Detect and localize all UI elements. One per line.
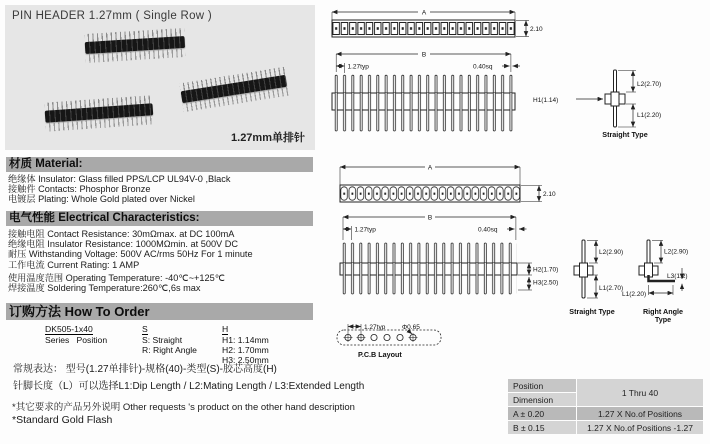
pcb-layout-drawing (337, 324, 441, 359)
dim-label-a2: A (427, 164, 433, 172)
dim-label-a1: A (421, 9, 427, 17)
order-note-length: 针脚长度（L）可以选择L1:Dip Length / L2:Mating Length / L3:Extended Length (13, 381, 365, 392)
pcb-pitch-label: 1.27typ (364, 324, 386, 331)
material-lines (8, 174, 230, 205)
caption-straight-type-2: Straight Type (569, 307, 615, 316)
pcb-hole-label: Φ0.65 (402, 324, 420, 331)
photo-caption: 1.27mm单排针 (231, 132, 305, 144)
order-type-straight: S: Straight (142, 335, 183, 345)
table-cell-formula-b: 1.27 X No.of Positions -1.27 (577, 421, 703, 434)
table-row (508, 421, 703, 434)
footnote-gold-flash: *Standard Gold Flash (12, 414, 113, 426)
page-title: PIN HEADER 1.27mm ( Single Row ) (12, 10, 213, 22)
dim-label-pinsize-1: 0.40sq (473, 63, 493, 71)
electrical-section-header: 电气性能 Electrical Characteristics: (6, 211, 313, 226)
table-header-position: Position (508, 379, 576, 392)
dim-label-l2-3: L2(2.90) (664, 248, 689, 256)
dim-label-pinsize-2: 0.40sq (478, 226, 498, 234)
table-row (508, 407, 703, 420)
dim-label-pitch-1: 1.27typ (347, 63, 369, 71)
current-rating: 工作电流 Current Rating: 1 AMP (8, 259, 140, 270)
material-section-header: 材质 Material: (6, 157, 313, 172)
order-height-title: H (222, 324, 229, 334)
dim-label-h1: H1(1.14) (533, 97, 559, 104)
order-code: DK505-1x40 (45, 324, 93, 334)
dim-label-thickness-1: 2.10 (530, 26, 543, 33)
material-insulator: 绝缘体 Insulator: Glass filled PPS/LCP UL94V-0 ,Black (8, 174, 231, 184)
table-cell-dim-b: B ± 0.15 (508, 421, 576, 434)
table-range-cell: 1 Thru 40 (577, 379, 703, 406)
material-contacts: 接触件 Contacts: Phosphor Bronze (8, 184, 151, 195)
dim-label-l1-3: L1(2.20) (622, 291, 647, 298)
footnote-other-requests: *其它要求的产品另外说明 Other requests 's product on the other hand description (12, 402, 355, 413)
order-code-labels: Series Position (45, 335, 108, 345)
order-height-h3: H3: 2.50mm (222, 355, 269, 365)
dim-label-l2-2: L2(2.90) (599, 249, 624, 256)
caption-right-angle-line2: Type (654, 315, 672, 324)
pcb-caption: P.C.B Layout (358, 350, 402, 359)
side-view-straight-2 (569, 240, 623, 316)
table-header-dimension: Dimension (508, 393, 576, 406)
order-height-h2: H2: 1.70mm (222, 345, 269, 355)
caption-straight-type-1: Straight Type (602, 130, 648, 139)
order-type-column (142, 324, 197, 355)
side-view-right-angle (622, 240, 688, 324)
withstanding-voltage: 耐压 Withstanding Voltage: 500V AC/rms 50Hz For 1 minute (8, 249, 253, 260)
order-height-h1: H1: 1.14mm (222, 335, 269, 345)
table-row (508, 379, 703, 392)
dim-label-l1-1: L1(2.20) (637, 112, 662, 119)
dim-label-h3: H3(2.50) (533, 279, 559, 287)
dimension-table (507, 378, 704, 435)
dim-label-l1-2: L1(2.70) (599, 285, 624, 292)
caption-right-angle-line1: Right Angle (642, 307, 684, 316)
dim-label-b1: B (421, 51, 427, 59)
front-view-drawing-2 (340, 215, 558, 296)
insulator-resistance: 绝缘电阻 Insulator Resistance: 1000MΩmin. at 500V DC (8, 239, 239, 250)
table-cell-dim-a: A ± 0.20 (508, 407, 576, 420)
top-view-drawing-2 (340, 165, 556, 203)
product-photo-1 (84, 28, 186, 63)
order-type-title: S (142, 324, 148, 334)
dim-label-l2-1: L2(2.70) (637, 81, 662, 88)
electrical-lines (8, 229, 253, 270)
top-view-drawing-1 (332, 10, 543, 38)
product-photo-2 (44, 95, 154, 131)
dim-label-thickness-2: 2.10 (543, 191, 556, 198)
dim-label-h2: H2(1.70) (533, 266, 559, 274)
temperature-lines (8, 273, 225, 293)
order-code-column (45, 324, 107, 345)
product-photo-panel (5, 5, 315, 150)
front-view-drawing-1 (332, 52, 520, 133)
side-view-straight-1 (533, 70, 661, 139)
order-section-header: 订购方法 How To Order (6, 303, 313, 320)
dim-label-b2: B (427, 214, 433, 222)
soldering-temperature: 焊接温度 Soldering Temperature:260℃,6s max (8, 283, 201, 294)
order-type-right-angle: R: Right Angle (142, 345, 197, 355)
order-height-column (222, 324, 269, 365)
product-photo-3 (179, 67, 288, 112)
operating-temperature: 使用温度范围 Operating Temperature: -40℃~+125℃ (8, 273, 226, 283)
material-plating: 电镀层 Plating: Whole Gold plated over Nickel (8, 194, 195, 205)
dim-label-l3: L3(1.2) (667, 273, 688, 280)
contact-resistance: 接触电阻 Contact Resistance: 30mΩmax. at DC 100mA (8, 229, 235, 239)
table-cell-formula-a: 1.27 X No.of Positions (577, 407, 703, 420)
order-note-format: 常规表达： 型号(1.27单排针)-规格(40)-类型(S)-胶芯高度(H) (13, 364, 277, 375)
dim-label-pitch-2: 1.27typ (354, 226, 376, 234)
